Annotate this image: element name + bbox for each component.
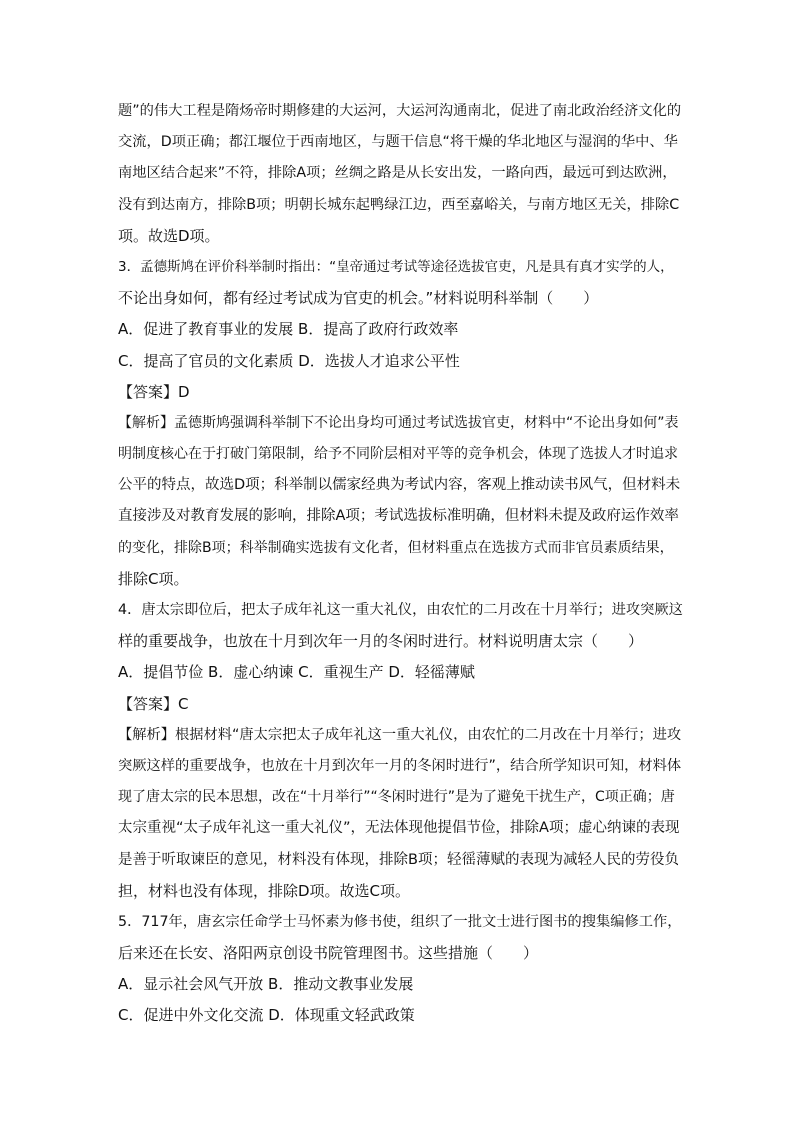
question-3-analysis: 的变化，排除B项；科举制确实选拔有文化者，但材料重点在选拔方式而非官员素质结果， [118,539,674,556]
question-3-stem: 3．孟德斯鸠在评价科举制时指出：“皇帝通过考试等途径选拔官吏，凡是具有真才实学的人， [118,258,674,275]
question-4-analysis: 现了唐太宗的民本思想，改在“十月举行”“冬闲时进行”是为了避免干扰生产，C项正确；唐 [118,789,675,806]
question-5-options: C．促进中外文化交流 D．体现重文轻武政策 [118,1006,415,1025]
text-line: 没有到达南方，排除B项；明朝长城东起鸭绿江边，西至嘉峪关，与南方地区无关，排除C [118,196,680,213]
question-4-analysis: 太宗重视“太子成年礼这一重大礼仪”，无法体现他提倡节俭，排除A项；虚心纳谏的表现 [118,820,680,837]
question-4-stem: 4．唐太宗即位后，把太子成年礼这一重大礼仪，由农忙的二月改在十月举行；进攻突厥这 [118,602,683,618]
text-line: 项。故选D项。 [118,226,220,245]
text-line: 题”的伟大工程是隋炀帝时期修建的大运河，大运河沟通南北，促进了南北政治经济文化的 [118,103,682,119]
question-3-answer: 【答案】D [118,382,190,401]
question-5-stem: 5．717年，唐玄宗任命学士马怀素为修书使，组织了一批文士进行图书的搜集编修工作， [118,913,682,930]
question-4-analysis: 【解析】根据材料“唐太宗把太子成年礼这一重大礼仪，由农忙的二月改在十月举行；进攻 [118,726,682,743]
question-4-analysis: 担，材料也没有体现，排除D项。故选C项。 [118,881,411,900]
question-5-options: A．显示社会风气开放 B．推动文教事业发展 [118,975,414,994]
question-3-stem: 不论出身如何，都有经过考试成为官吏的机会。”材料说明科举制（ ） [118,289,599,308]
question-3-analysis: 【解析】孟德斯鸠强调科举制下不论出身均可通过考试选拔官吏，材料中“不论出身如何”表 [118,414,679,431]
question-4-options: A．提倡节俭 B．虚心纳谏 C．重视生产 D．轻徭薄赋 [118,663,475,682]
question-3-analysis: 公平的特点，故选D项；科举制以儒家经典为考试内容，客观上推动读书风气，但材料未 [118,477,681,494]
text-line: 交流，D项正确；都江堰位于西南地区，与题干信息“将干燥的华北地区与湿润的华中、华 [118,134,678,151]
question-3-analysis: 直接涉及对教育发展的影响，排除A项；考试选拔标准明确，但材料未提及政府运作效率 [118,508,679,525]
question-4-stem: 样的重要战争，也放在十月到次年一月的冬闲时进行。材料说明唐太宗（ ） [118,632,644,651]
text-line: 南地区结合起来”不符，排除A项；丝绸之路是从长安出发，一路向西，最远可到达欧洲， [118,165,677,182]
question-5-stem: 后来还在长安、洛阳两京创设书院管理图书。这些措施（ ） [118,944,539,963]
question-3-options: A．促进了教育事业的发展 B．提高了政府行政效率 [118,320,459,339]
question-4-analysis: 突厥这样的重要战争，也放在十月到次年一月的冬闲时进行”，结合所学知识可知，材料体 [118,757,682,774]
question-4-answer: 【答案】C [118,694,189,713]
question-3-options: C．提高了官员的文化素质 D．选拔人才追求公平性 [118,351,460,370]
question-4-analysis: 是善于听取谏臣的意见，材料没有体现，排除B项；轻徭薄赋的表现为减轻人民的劳役负 [118,851,679,868]
question-3-analysis: 明制度核心在于打破门第限制，给予不同阶层相对平等的竞争机会，体现了选拔人才时追求 [118,446,678,463]
question-3-analysis: 排除C项。 [118,569,189,588]
document-body [118,96,683,1032]
